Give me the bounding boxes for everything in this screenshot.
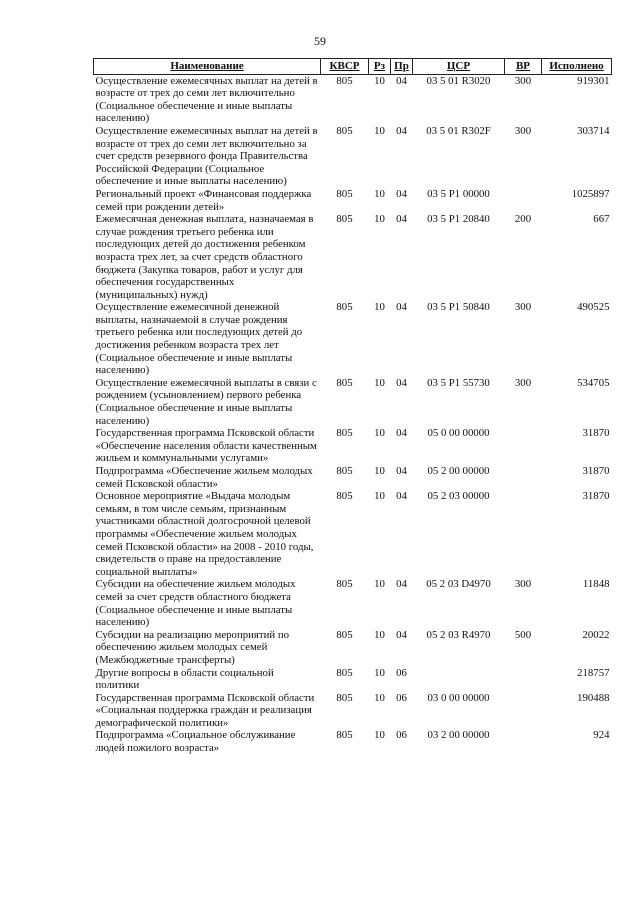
cell-csr: 05 2 03 R4970 — [426, 628, 491, 641]
cell-isp: 31870 — [582, 427, 610, 440]
page-number: 59 — [314, 34, 326, 48]
table-row — [94, 465, 612, 490]
cell-rz: 10 — [374, 427, 385, 440]
cell-rz: 10 — [374, 465, 385, 477]
cell-csr: 05 0 00 00000 — [427, 427, 490, 440]
cell-rz: 10 — [374, 301, 385, 314]
budget-execution-table — [93, 58, 612, 755]
cell-name: Государственная программа Псковской области «Социальная поддержка граждан и реализация демографической политики» — [95, 691, 315, 729]
cell-isp: 303714 — [577, 124, 610, 137]
cell-isp: 31870 — [582, 465, 610, 477]
cell-csr: 03 5 P1 55730 — [427, 376, 490, 389]
cell-vr: 300 — [514, 124, 532, 137]
cell-pr: 06 — [396, 691, 407, 704]
cell-csr: 03 5 01 R3020 — [426, 74, 491, 87]
cell-csr: 03 5 P1 50840 — [427, 301, 490, 314]
cell-csr — [413, 667, 505, 692]
cell-kvsr: 805 — [336, 187, 353, 200]
table-row — [94, 729, 612, 754]
cell-isp: 20022 — [582, 628, 610, 641]
cell-rz: 10 — [374, 729, 385, 742]
cell-pr: 04 — [396, 74, 407, 87]
cell-kvsr: 805 — [336, 465, 353, 477]
table-row — [94, 578, 612, 628]
cell-isp: 534705 — [577, 376, 610, 389]
table-row — [94, 490, 612, 578]
header-name: Наименование — [94, 59, 321, 75]
cell-kvsr: 805 — [336, 666, 353, 679]
cell-pr: 06 — [396, 666, 407, 679]
cell-rz: 10 — [374, 187, 385, 200]
cell-vr — [505, 729, 542, 754]
cell-pr: 04 — [396, 578, 407, 591]
cell-name: Субсидии на обеспечение жильем молодых семей за счет средств областного бюджета (Социальное обеспечение и иные выплаты населению) — [95, 578, 296, 629]
cell-rz: 10 — [374, 628, 385, 641]
table-row — [94, 667, 612, 692]
cell-name: Осуществление ежемесячных выплат на детей в возрасте от трех до семи лет включительно (Социальное обеспечение и иные выплаты населению) — [95, 74, 318, 125]
cell-isp: 490525 — [577, 301, 610, 314]
cell-name: Осуществление ежемесячных выплат на детей в возрасте от трех до семи лет включительно за счет средств резервного фонда Правительства Российской Федерации (Социальное обеспечение и иные выплаты населению) — [95, 124, 318, 188]
cell-name: Осуществление ежемесячной выплаты в связи с рождением (усыновлением) первого ребенка (Социальное обеспечение и иные выплаты населению) — [95, 376, 317, 427]
cell-vr — [505, 427, 542, 465]
cell-vr — [505, 490, 542, 578]
cell-pr: 04 — [396, 628, 407, 641]
header-rz: Рз — [369, 59, 391, 75]
cell-rz: 10 — [374, 376, 385, 389]
cell-kvsr: 805 — [336, 376, 353, 389]
table-row — [94, 125, 612, 188]
cell-isp: 31870 — [582, 490, 610, 503]
cell-vr — [505, 667, 542, 692]
table-header-row — [94, 59, 612, 75]
cell-csr: 03 2 00 00000 — [427, 729, 490, 742]
cell-vr — [505, 692, 542, 730]
cell-rz: 10 — [374, 691, 385, 704]
cell-name: Региональный проект «Финансовая поддержка семей при рождении детей» — [95, 187, 312, 213]
cell-csr: 03 5 P1 00000 — [427, 187, 490, 200]
table-row — [94, 629, 612, 667]
cell-csr: 05 2 03 D4970 — [426, 578, 491, 591]
table-row — [94, 74, 612, 125]
cell-csr: 03 5 01 R302F — [426, 124, 491, 137]
header-kvsr: КВСР — [321, 59, 369, 75]
cell-vr — [505, 188, 542, 213]
cell-kvsr: 805 — [336, 691, 353, 704]
header-pr: Пр — [391, 59, 413, 75]
cell-kvsr: 805 — [336, 427, 353, 440]
cell-kvsr: 805 — [336, 578, 353, 591]
cell-name: Подпрограмма «Социальное обслуживание людей пожилого возраста» — [95, 729, 296, 755]
cell-vr: 300 — [514, 301, 532, 314]
cell-isp: 667 — [593, 213, 610, 226]
cell-kvsr: 805 — [336, 74, 353, 87]
cell-pr: 04 — [396, 301, 407, 314]
cell-isp: 1025897 — [571, 187, 610, 200]
cell-pr: 04 — [396, 376, 407, 389]
cell-pr: 04 — [396, 465, 407, 477]
cell-isp: 924 — [593, 729, 610, 742]
header-csr: ЦСР — [413, 59, 505, 75]
table-row — [94, 427, 612, 465]
cell-isp: 919301 — [577, 74, 610, 87]
cell-name: Государственная программа Псковской области «Обеспечение населения области качественным жильем и коммунальными услугами» — [95, 427, 317, 465]
cell-csr: 05 2 03 00000 — [427, 490, 490, 503]
cell-pr: 04 — [396, 124, 407, 137]
cell-kvsr: 805 — [336, 124, 353, 137]
cell-isp: 218757 — [577, 666, 610, 679]
cell-csr: 03 5 P1 20840 — [427, 213, 490, 226]
cell-csr: 05 2 00 00000 — [427, 465, 490, 477]
cell-vr: 300 — [514, 578, 532, 591]
cell-kvsr: 805 — [336, 628, 353, 641]
cell-name: Ежемесячная денежная выплата, назначаемая в случае рождения третьего ребенка или последующих детей до достижения ребенком возраста трех лет, за счет средств областного бюджета (Закупка товаров, работ и услуг для обеспечения государственных (муниципальных) нужд) — [95, 213, 314, 301]
table-row — [94, 377, 612, 427]
cell-isp: 11848 — [582, 578, 610, 591]
cell-pr: 04 — [396, 490, 407, 503]
table-row — [94, 301, 612, 377]
cell-vr: 200 — [514, 213, 532, 226]
cell-vr: 300 — [514, 376, 532, 389]
cell-pr: 04 — [396, 187, 407, 200]
cell-name: Основное мероприятие «Выдача молодым семьям, в том числе семьям, признанным участниками областной долгосрочной целевой программы «Обеспечение жильем молодых семей Псковской области» на 2008 - 2010 годы, свидетельств о праве на предоставление социальной выплаты» — [95, 490, 314, 578]
cell-rz: 10 — [374, 124, 385, 137]
cell-vr — [505, 465, 542, 490]
header-isp: Исполнено — [542, 59, 612, 75]
table-row — [94, 213, 612, 301]
cell-rz: 10 — [374, 213, 385, 226]
cell-vr: 300 — [514, 74, 532, 87]
table-row — [94, 692, 612, 730]
cell-name: Другие вопросы в области социальной политики — [95, 666, 274, 692]
header-vr: ВР — [505, 59, 542, 75]
cell-name: Субсидии на реализацию мероприятий по обеспечению жильем молодых семей (Межбюджетные трансферты) — [95, 628, 290, 666]
table-body — [94, 74, 612, 755]
cell-kvsr: 805 — [336, 490, 353, 503]
cell-kvsr: 805 — [336, 729, 353, 742]
cell-rz: 10 — [374, 490, 385, 503]
cell-rz: 10 — [374, 74, 385, 87]
cell-rz: 10 — [374, 578, 385, 591]
cell-vr: 500 — [514, 628, 532, 641]
cell-kvsr: 805 — [336, 213, 353, 226]
cell-rz: 10 — [374, 666, 385, 679]
cell-name: Подпрограмма «Обеспечение жильем молодых семей Псковской области» — [95, 465, 313, 490]
cell-name: Осуществление ежемесячной денежной выплаты, назначаемой в случае рождения третьего ребенка или последующих детей до достижения ребенком возраста трех лет (Социальное обеспечение и иные выплаты населению) — [95, 301, 303, 377]
cell-pr: 04 — [396, 213, 407, 226]
table-row — [94, 188, 612, 213]
cell-csr: 03 0 00 00000 — [427, 691, 490, 704]
cell-isp: 190488 — [577, 691, 610, 704]
cell-pr: 06 — [396, 729, 407, 742]
cell-kvsr: 805 — [336, 301, 353, 314]
cell-pr: 04 — [396, 427, 407, 440]
